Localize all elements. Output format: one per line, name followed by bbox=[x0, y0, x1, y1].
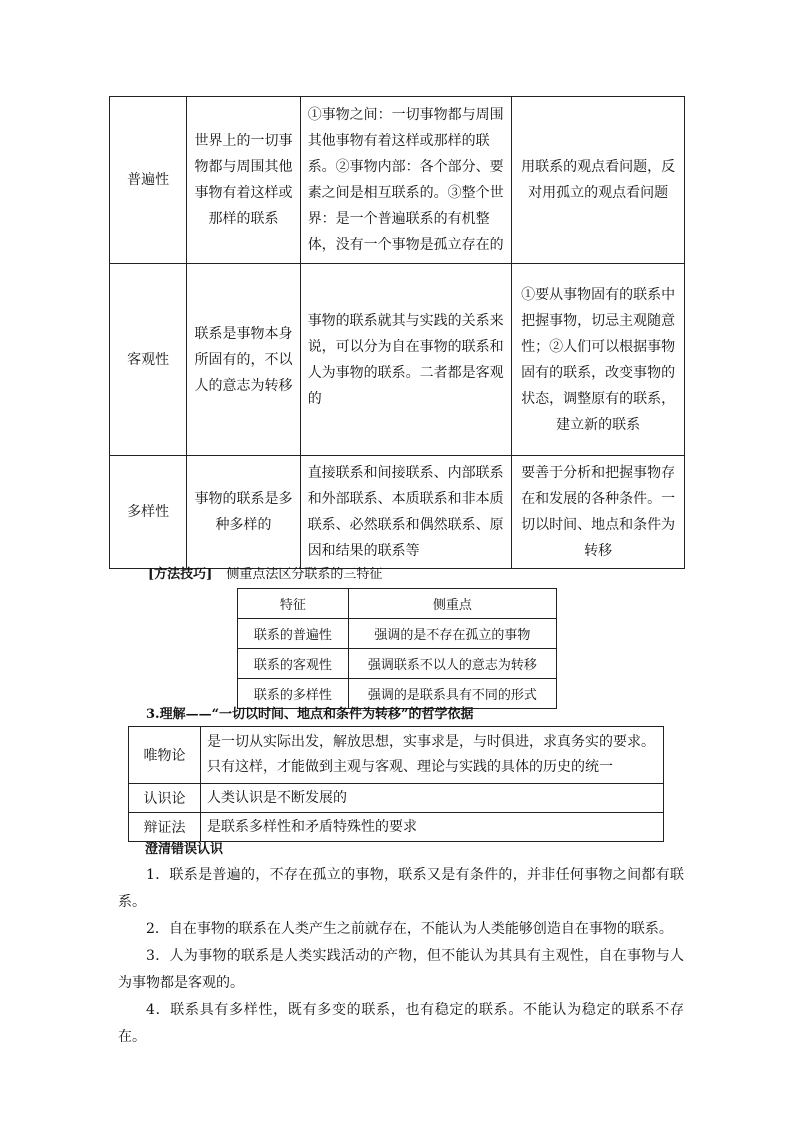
table-row bbox=[129, 784, 664, 813]
feature-name: 客观性 bbox=[110, 264, 187, 456]
method-tip-title: 侧重点法区分联系的三特征 bbox=[226, 567, 383, 582]
feature-meaning: 联系是事物本身所固有的，不以人的意志为转移 bbox=[187, 264, 300, 456]
column-header: 侧重点 bbox=[348, 589, 556, 619]
list-item: 4．联系具有多样性，既有多变的联系，也有稳定的联系。不能认为稳定的联系不存在。 bbox=[118, 1002, 684, 1045]
table-cell: 强调的是联系具有不同的形式 bbox=[348, 679, 556, 709]
table-row bbox=[110, 456, 685, 569]
table-cell: 人类认识是不断发展的 bbox=[201, 784, 664, 813]
feature-requirement: 要善于分析和把握事物存在和发展的各种条件。一切以时间、地点和条件为转移 bbox=[512, 456, 685, 569]
table-cell: 强调的是不存在孤立的事物 bbox=[348, 619, 556, 649]
feature-content: ①事物之间：一切事物都与周围其他事物有着这样或那样的联系。②事物内部：各个部分、要素之间是相互联系的。③整个世界：是一个普遍联系的有机整体，没有一个事物是孤立存在的 bbox=[300, 97, 512, 264]
feature-meaning: 事物的联系是多种多样的 bbox=[187, 456, 300, 569]
feature-name: 多样性 bbox=[110, 456, 187, 569]
misconception-heading: 澄清错误认识 bbox=[145, 842, 224, 857]
feature-content: 事物的联系就其与实践的关系来说，可以分为自在事物的联系和人为事物的联系。二者都是客观的 bbox=[300, 264, 512, 456]
table-row bbox=[110, 97, 685, 264]
feature-requirement: ①要从事物固有的联系中把握事物，切忌主观随意性；②人们可以根据事物固有的联系，改变事物的状态，调整原有的联系，建立新的联系 bbox=[512, 264, 685, 456]
table-cell: 认识论 bbox=[129, 784, 201, 813]
table-cell: 辩证法 bbox=[129, 813, 201, 842]
table-cell: 联系的多样性 bbox=[238, 679, 349, 709]
table-cell: 唯物论 bbox=[129, 727, 201, 784]
table-header-row bbox=[238, 589, 557, 619]
feature-name: 普遍性 bbox=[110, 97, 187, 264]
column-header: 特征 bbox=[238, 589, 349, 619]
table-row bbox=[129, 727, 664, 784]
table-cell: 强调联系不以人的意志为转移 bbox=[348, 649, 556, 679]
table-cell: 联系的普遍性 bbox=[238, 619, 349, 649]
table-cell: 是一切从实际出发，解放思想，实事求是，与时俱进，求真务实的要求。只有这样，才能做到主观与客观、理论与实践的具体的历史的统一 bbox=[201, 727, 664, 784]
feature-requirement: 用联系的观点看问题，反对用孤立的观点看问题 bbox=[512, 97, 685, 264]
method-tip-label: [方法技巧] bbox=[148, 567, 213, 582]
method-tip-heading bbox=[148, 563, 382, 582]
list-item: 2．自在事物的联系在人类产生之前就存在，不能认为人类能够创造自在事物的联系。 bbox=[146, 921, 673, 937]
table-cell: 是联系多样性和矛盾特殊性的要求 bbox=[201, 813, 664, 842]
focus-table bbox=[237, 588, 557, 709]
feature-meaning: 世界上的一切事物都与周围其他事物有着这样或那样的联系 bbox=[187, 97, 300, 264]
section-heading: 3.理解——“一切以时间、地点和条件为转移”的哲学依据 bbox=[146, 707, 474, 722]
feature-content: 直接联系和间接联系、内部联系和外部联系、本质联系和非本质联系、必然联系和偶然联系、原因和结果的联系等 bbox=[300, 456, 512, 569]
philosophy-basis-table bbox=[128, 726, 664, 842]
table-row bbox=[238, 619, 557, 649]
list-item: 1．联系是普遍的，不存在孤立的事物，联系又是有条件的，并非任何事物之间都有联系。 bbox=[118, 867, 684, 910]
table-row bbox=[110, 264, 685, 456]
table-row bbox=[238, 649, 557, 679]
list-item: 3．人为事物的联系是人类实践活动的产物，但不能认为其具有主观性，自在事物与人为事物都是客观的。 bbox=[118, 948, 684, 991]
misconception-list bbox=[118, 862, 684, 1051]
connection-features-table bbox=[109, 96, 685, 569]
table-cell: 联系的客观性 bbox=[238, 649, 349, 679]
